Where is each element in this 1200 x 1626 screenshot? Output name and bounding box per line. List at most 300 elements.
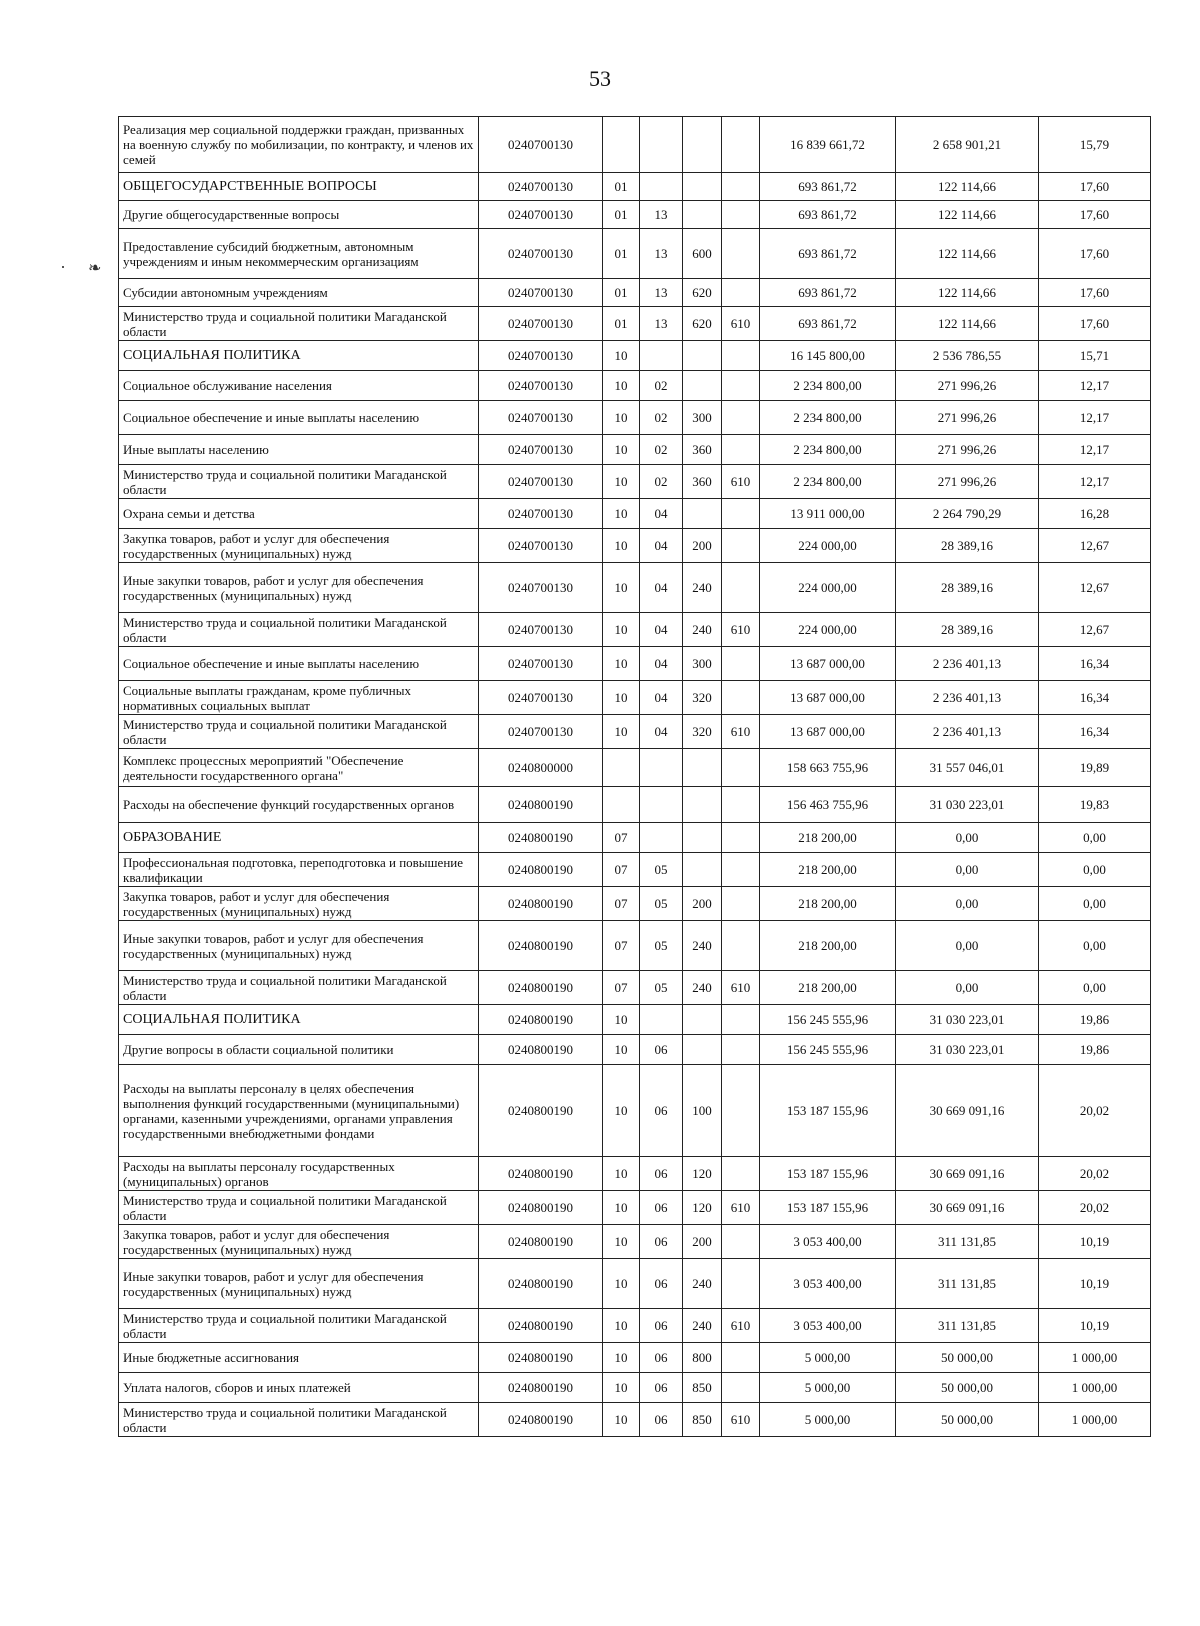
- row-percent-cell: 16,28: [1039, 499, 1151, 529]
- row-code-cell: 0240700130: [479, 563, 603, 613]
- row-fact-cell: 122 114,66: [896, 201, 1039, 229]
- row-name-cell: Иные закупки товаров, работ и услуг для обеспечения государственных (муниципальных) нужд: [119, 1259, 479, 1309]
- row-percent-cell: 17,60: [1039, 201, 1151, 229]
- row-grbs-cell: [722, 229, 760, 279]
- row-code-cell: 0240800190: [479, 1225, 603, 1259]
- row-expense-type-cell: 850: [683, 1403, 722, 1437]
- row-grbs-cell: [722, 853, 760, 887]
- row-percent-cell: 1 000,00: [1039, 1403, 1151, 1437]
- row-percent-cell: 12,17: [1039, 401, 1151, 435]
- row-grbs-cell: [722, 749, 760, 787]
- row-subsection-cell: 02: [640, 435, 683, 465]
- row-section-cell: 01: [603, 201, 640, 229]
- table-row: [119, 435, 1151, 465]
- table-row: [119, 749, 1151, 787]
- row-grbs-cell: [722, 1065, 760, 1157]
- row-plan-cell: 2 234 800,00: [760, 465, 896, 499]
- row-grbs-cell: [722, 921, 760, 971]
- row-name-cell: Закупка товаров, работ и услуг для обеспечения государственных (муниципальных) нужд: [119, 529, 479, 563]
- row-code-cell: 0240700130: [479, 279, 603, 307]
- row-subsection-cell: 05: [640, 887, 683, 921]
- table-row: [119, 173, 1151, 201]
- budget-table: [118, 116, 1151, 1437]
- row-grbs-cell: 610: [722, 971, 760, 1005]
- row-percent-cell: 19,83: [1039, 787, 1151, 823]
- row-grbs-cell: 610: [722, 1191, 760, 1225]
- row-section-cell: 07: [603, 887, 640, 921]
- table-row: [119, 279, 1151, 307]
- row-expense-type-cell: [683, 1005, 722, 1035]
- row-section-cell: [603, 749, 640, 787]
- row-grbs-cell: 610: [722, 715, 760, 749]
- row-fact-cell: 0,00: [896, 971, 1039, 1005]
- row-name-cell: Министерство труда и социальной политики Магаданской области: [119, 715, 479, 749]
- row-name-cell: Другие вопросы в области социальной политики: [119, 1035, 479, 1065]
- row-percent-cell: 16,34: [1039, 647, 1151, 681]
- row-section-cell: 10: [603, 341, 640, 371]
- row-plan-cell: 218 200,00: [760, 971, 896, 1005]
- row-plan-cell: 2 234 800,00: [760, 401, 896, 435]
- row-expense-type-cell: 620: [683, 279, 722, 307]
- row-section-cell: 10: [603, 1065, 640, 1157]
- table-row: [119, 1343, 1151, 1373]
- row-expense-type-cell: [683, 117, 722, 173]
- row-code-cell: 0240800190: [479, 1005, 603, 1035]
- row-code-cell: 0240700130: [479, 307, 603, 341]
- row-percent-cell: 0,00: [1039, 971, 1151, 1005]
- row-fact-cell: 28 389,16: [896, 613, 1039, 647]
- row-subsection-cell: 06: [640, 1259, 683, 1309]
- table-row: [119, 529, 1151, 563]
- row-expense-type-cell: [683, 749, 722, 787]
- row-plan-cell: 13 911 000,00: [760, 499, 896, 529]
- row-section-cell: 07: [603, 823, 640, 853]
- row-fact-cell: 311 131,85: [896, 1225, 1039, 1259]
- row-subsection-cell: 04: [640, 499, 683, 529]
- row-section-cell: 10: [603, 681, 640, 715]
- row-grbs-cell: [722, 341, 760, 371]
- row-plan-cell: 5 000,00: [760, 1373, 896, 1403]
- row-subsection-cell: 13: [640, 229, 683, 279]
- row-section-cell: 10: [603, 465, 640, 499]
- row-plan-cell: 156 463 755,96: [760, 787, 896, 823]
- row-name-cell: Расходы на обеспечение функций государственных органов: [119, 787, 479, 823]
- row-section-cell: 10: [603, 1005, 640, 1035]
- row-code-cell: 0240800190: [479, 1065, 603, 1157]
- row-name-cell: Другие общегосударственные вопросы: [119, 201, 479, 229]
- table-row: [119, 499, 1151, 529]
- row-fact-cell: 30 669 091,16: [896, 1157, 1039, 1191]
- row-plan-cell: 153 187 155,96: [760, 1065, 896, 1157]
- row-plan-cell: 224 000,00: [760, 613, 896, 647]
- row-code-cell: 0240800190: [479, 1157, 603, 1191]
- row-name-cell: Иные бюджетные ассигнования: [119, 1343, 479, 1373]
- row-plan-cell: 224 000,00: [760, 563, 896, 613]
- row-fact-cell: 0,00: [896, 853, 1039, 887]
- row-name-cell: Реализация мер социальной поддержки граждан, призванных на военную службу по мобилизации, по контракту, и членов их семей: [119, 117, 479, 173]
- row-percent-cell: 17,60: [1039, 307, 1151, 341]
- row-code-cell: 0240700130: [479, 435, 603, 465]
- row-section-cell: 07: [603, 971, 640, 1005]
- row-grbs-cell: [722, 563, 760, 613]
- row-code-cell: 0240800190: [479, 1343, 603, 1373]
- row-percent-cell: 12,67: [1039, 529, 1151, 563]
- row-expense-type-cell: 320: [683, 681, 722, 715]
- row-percent-cell: 0,00: [1039, 921, 1151, 971]
- row-fact-cell: 0,00: [896, 921, 1039, 971]
- page-number: 53: [589, 66, 611, 91]
- table-row: [119, 1005, 1151, 1035]
- row-plan-cell: 218 200,00: [760, 921, 896, 971]
- row-section-cell: 10: [603, 1259, 640, 1309]
- row-plan-cell: 13 687 000,00: [760, 715, 896, 749]
- row-grbs-cell: [722, 279, 760, 307]
- row-fact-cell: 28 389,16: [896, 563, 1039, 613]
- table-row: [119, 921, 1151, 971]
- row-name-cell: Социальное обеспечение и иные выплаты населению: [119, 647, 479, 681]
- row-code-cell: 0240700130: [479, 341, 603, 371]
- row-section-cell: 07: [603, 921, 640, 971]
- row-fact-cell: 30 669 091,16: [896, 1191, 1039, 1225]
- row-expense-type-cell: 320: [683, 715, 722, 749]
- row-section-cell: 10: [603, 1403, 640, 1437]
- row-code-cell: 0240700130: [479, 117, 603, 173]
- row-name-cell: Уплата налогов, сборов и иных платежей: [119, 1373, 479, 1403]
- row-subsection-cell: 04: [640, 681, 683, 715]
- row-name-cell: Расходы на выплаты персоналу государственных (муниципальных) органов: [119, 1157, 479, 1191]
- row-fact-cell: 271 996,26: [896, 371, 1039, 401]
- table-row: [119, 1191, 1151, 1225]
- row-expense-type-cell: 850: [683, 1373, 722, 1403]
- table-row: [119, 613, 1151, 647]
- table-row: [119, 371, 1151, 401]
- row-subsection-cell: [640, 173, 683, 201]
- row-expense-type-cell: [683, 173, 722, 201]
- row-grbs-cell: 610: [722, 613, 760, 647]
- row-name-cell: Иные выплаты населению: [119, 435, 479, 465]
- row-name-cell: Закупка товаров, работ и услуг для обеспечения государственных (муниципальных) нужд: [119, 887, 479, 921]
- row-subsection-cell: 05: [640, 971, 683, 1005]
- row-fact-cell: 2 536 786,55: [896, 341, 1039, 371]
- row-percent-cell: 17,60: [1039, 229, 1151, 279]
- row-expense-type-cell: [683, 201, 722, 229]
- row-percent-cell: 17,60: [1039, 279, 1151, 307]
- row-expense-type-cell: [683, 341, 722, 371]
- row-percent-cell: 12,17: [1039, 371, 1151, 401]
- row-percent-cell: 0,00: [1039, 887, 1151, 921]
- row-plan-cell: 5 000,00: [760, 1403, 896, 1437]
- table-row: [119, 1035, 1151, 1065]
- row-plan-cell: 2 234 800,00: [760, 371, 896, 401]
- row-section-cell: 10: [603, 1309, 640, 1343]
- row-grbs-cell: [722, 1157, 760, 1191]
- row-grbs-cell: [722, 1373, 760, 1403]
- table-row: [119, 971, 1151, 1005]
- row-subsection-cell: 06: [640, 1157, 683, 1191]
- row-name-cell: Предоставление субсидий бюджетным, автономным учреждениям и иным некоммерческим организациям: [119, 229, 479, 279]
- row-expense-type-cell: 360: [683, 435, 722, 465]
- row-subsection-cell: [640, 749, 683, 787]
- row-subsection-cell: 06: [640, 1343, 683, 1373]
- row-expense-type-cell: 240: [683, 1309, 722, 1343]
- table-row: [119, 787, 1151, 823]
- row-code-cell: 0240700130: [479, 173, 603, 201]
- row-code-cell: 0240700130: [479, 681, 603, 715]
- row-subsection-cell: 04: [640, 715, 683, 749]
- row-fact-cell: 271 996,26: [896, 465, 1039, 499]
- row-percent-cell: 19,86: [1039, 1035, 1151, 1065]
- row-plan-cell: 3 053 400,00: [760, 1225, 896, 1259]
- row-percent-cell: 15,79: [1039, 117, 1151, 173]
- row-percent-cell: 1 000,00: [1039, 1343, 1151, 1373]
- row-fact-cell: 311 131,85: [896, 1309, 1039, 1343]
- row-expense-type-cell: 300: [683, 401, 722, 435]
- row-expense-type-cell: 360: [683, 465, 722, 499]
- row-percent-cell: 1 000,00: [1039, 1373, 1151, 1403]
- row-expense-type-cell: 200: [683, 887, 722, 921]
- row-grbs-cell: [722, 401, 760, 435]
- row-fact-cell: 122 114,66: [896, 307, 1039, 341]
- row-expense-type-cell: 200: [683, 1225, 722, 1259]
- row-fact-cell: 311 131,85: [896, 1259, 1039, 1309]
- row-fact-cell: 2 658 901,21: [896, 117, 1039, 173]
- row-grbs-cell: [722, 887, 760, 921]
- row-section-cell: 10: [603, 401, 640, 435]
- row-code-cell: 0240700130: [479, 529, 603, 563]
- row-percent-cell: 10,19: [1039, 1259, 1151, 1309]
- row-percent-cell: 17,60: [1039, 173, 1151, 201]
- row-name-cell: Министерство труда и социальной политики Магаданской области: [119, 1403, 479, 1437]
- row-expense-type-cell: 100: [683, 1065, 722, 1157]
- row-fact-cell: 0,00: [896, 823, 1039, 853]
- row-section-cell: 10: [603, 1373, 640, 1403]
- row-name-cell: Социальные выплаты гражданам, кроме публичных нормативных социальных выплат: [119, 681, 479, 715]
- row-name-cell: Социальное обслуживание населения: [119, 371, 479, 401]
- row-name-cell: Министерство труда и социальной политики Магаданской области: [119, 1309, 479, 1343]
- row-expense-type-cell: 240: [683, 921, 722, 971]
- row-subsection-cell: 04: [640, 529, 683, 563]
- table-row: [119, 1225, 1151, 1259]
- row-percent-cell: 19,89: [1039, 749, 1151, 787]
- row-subsection-cell: [640, 787, 683, 823]
- row-section-cell: 10: [603, 715, 640, 749]
- row-code-cell: 0240800190: [479, 1403, 603, 1437]
- row-subsection-cell: 04: [640, 613, 683, 647]
- row-section-cell: 01: [603, 307, 640, 341]
- row-grbs-cell: 610: [722, 307, 760, 341]
- row-section-cell: 10: [603, 647, 640, 681]
- row-grbs-cell: 610: [722, 1309, 760, 1343]
- row-grbs-cell: [722, 823, 760, 853]
- table-row: [119, 563, 1151, 613]
- row-grbs-cell: [722, 681, 760, 715]
- row-fact-cell: 122 114,66: [896, 279, 1039, 307]
- row-code-cell: 0240800190: [479, 1259, 603, 1309]
- row-name-cell: Расходы на выплаты персоналу в целях обеспечения выполнения функций государственными (муниципальными) органами, казенными учреждениями, органами управления государственными внебюджетными фондами: [119, 1065, 479, 1157]
- row-percent-cell: 12,67: [1039, 613, 1151, 647]
- row-plan-cell: 16 839 661,72: [760, 117, 896, 173]
- row-percent-cell: 0,00: [1039, 823, 1151, 853]
- row-plan-cell: 218 200,00: [760, 887, 896, 921]
- row-section-cell: [603, 117, 640, 173]
- row-code-cell: 0240800190: [479, 1309, 603, 1343]
- row-grbs-cell: [722, 1259, 760, 1309]
- row-name-cell: Социальное обеспечение и иные выплаты населению: [119, 401, 479, 435]
- table-row: [119, 201, 1151, 229]
- row-code-cell: 0240700130: [479, 715, 603, 749]
- row-name-cell: Иные закупки товаров, работ и услуг для обеспечения государственных (муниципальных) нужд: [119, 563, 479, 613]
- row-section-cell: 10: [603, 529, 640, 563]
- row-code-cell: 0240700130: [479, 465, 603, 499]
- row-grbs-cell: 610: [722, 465, 760, 499]
- row-subsection-cell: 13: [640, 307, 683, 341]
- row-subsection-cell: 13: [640, 279, 683, 307]
- row-name-cell: Министерство труда и социальной политики Магаданской области: [119, 465, 479, 499]
- row-fact-cell: 122 114,66: [896, 173, 1039, 201]
- row-fact-cell: 30 669 091,16: [896, 1065, 1039, 1157]
- row-grbs-cell: [722, 647, 760, 681]
- row-subsection-cell: 06: [640, 1309, 683, 1343]
- table-row: [119, 401, 1151, 435]
- scan-speck: [62, 266, 64, 268]
- row-name-cell: СОЦИАЛЬНАЯ ПОЛИТИКА: [119, 341, 479, 371]
- row-grbs-cell: [722, 787, 760, 823]
- table-row: [119, 307, 1151, 341]
- row-section-cell: 10: [603, 1035, 640, 1065]
- row-plan-cell: 3 053 400,00: [760, 1309, 896, 1343]
- row-code-cell: 0240700130: [479, 647, 603, 681]
- row-fact-cell: 31 030 223,01: [896, 1035, 1039, 1065]
- row-grbs-cell: [722, 173, 760, 201]
- row-expense-type-cell: 240: [683, 613, 722, 647]
- row-plan-cell: 224 000,00: [760, 529, 896, 563]
- row-subsection-cell: [640, 117, 683, 173]
- row-expense-type-cell: [683, 1035, 722, 1065]
- row-fact-cell: 0,00: [896, 887, 1039, 921]
- row-plan-cell: 2 234 800,00: [760, 435, 896, 465]
- table-row: [119, 681, 1151, 715]
- table-row: [119, 823, 1151, 853]
- row-name-cell: Министерство труда и социальной политики Магаданской области: [119, 1191, 479, 1225]
- row-grbs-cell: 610: [722, 1403, 760, 1437]
- table-row: [119, 465, 1151, 499]
- row-section-cell: 10: [603, 1191, 640, 1225]
- row-code-cell: 0240800190: [479, 853, 603, 887]
- table-row: [119, 341, 1151, 371]
- row-section-cell: 10: [603, 499, 640, 529]
- row-expense-type-cell: [683, 823, 722, 853]
- row-code-cell: 0240800190: [479, 971, 603, 1005]
- row-expense-type-cell: 800: [683, 1343, 722, 1373]
- table-row: [119, 229, 1151, 279]
- row-section-cell: 10: [603, 1157, 640, 1191]
- row-percent-cell: 10,19: [1039, 1225, 1151, 1259]
- row-name-cell: Иные закупки товаров, работ и услуг для обеспечения государственных (муниципальных) нужд: [119, 921, 479, 971]
- row-grbs-cell: [722, 1005, 760, 1035]
- row-code-cell: 0240700130: [479, 401, 603, 435]
- row-subsection-cell: 05: [640, 921, 683, 971]
- row-subsection-cell: [640, 341, 683, 371]
- row-fact-cell: 2 236 401,13: [896, 647, 1039, 681]
- row-grbs-cell: [722, 1343, 760, 1373]
- row-subsection-cell: [640, 1005, 683, 1035]
- row-subsection-cell: 02: [640, 401, 683, 435]
- row-fact-cell: 2 236 401,13: [896, 715, 1039, 749]
- row-subsection-cell: 06: [640, 1225, 683, 1259]
- row-plan-cell: 13 687 000,00: [760, 681, 896, 715]
- row-section-cell: 10: [603, 1225, 640, 1259]
- row-plan-cell: 16 145 800,00: [760, 341, 896, 371]
- row-fact-cell: 122 114,66: [896, 229, 1039, 279]
- row-name-cell: Охрана семьи и детства: [119, 499, 479, 529]
- table-row: [119, 117, 1151, 173]
- row-name-cell: ОБРАЗОВАНИЕ: [119, 823, 479, 853]
- row-subsection-cell: 04: [640, 647, 683, 681]
- row-name-cell: Комплекс процессных мероприятий "Обеспечение деятельности государственного органа": [119, 749, 479, 787]
- table-row: [119, 853, 1151, 887]
- row-subsection-cell: 02: [640, 371, 683, 401]
- row-percent-cell: 16,34: [1039, 715, 1151, 749]
- table-row: [119, 1259, 1151, 1309]
- row-grbs-cell: [722, 499, 760, 529]
- row-section-cell: [603, 787, 640, 823]
- row-code-cell: 0240800190: [479, 787, 603, 823]
- row-plan-cell: 693 861,72: [760, 173, 896, 201]
- row-subsection-cell: 06: [640, 1035, 683, 1065]
- row-fact-cell: 271 996,26: [896, 401, 1039, 435]
- row-name-cell: Министерство труда и социальной политики Магаданской области: [119, 613, 479, 647]
- table-row: [119, 647, 1151, 681]
- row-section-cell: 01: [603, 279, 640, 307]
- row-subsection-cell: 06: [640, 1403, 683, 1437]
- row-section-cell: 10: [603, 435, 640, 465]
- row-percent-cell: 20,02: [1039, 1065, 1151, 1157]
- row-expense-type-cell: 300: [683, 647, 722, 681]
- row-grbs-cell: [722, 1225, 760, 1259]
- table-row: [119, 1157, 1151, 1191]
- row-grbs-cell: [722, 201, 760, 229]
- row-plan-cell: 153 187 155,96: [760, 1191, 896, 1225]
- row-section-cell: 10: [603, 371, 640, 401]
- table-row: [119, 887, 1151, 921]
- table-row: [119, 715, 1151, 749]
- row-expense-type-cell: 620: [683, 307, 722, 341]
- row-percent-cell: 20,02: [1039, 1157, 1151, 1191]
- row-fact-cell: 28 389,16: [896, 529, 1039, 563]
- row-plan-cell: 693 861,72: [760, 307, 896, 341]
- row-fact-cell: 31 557 046,01: [896, 749, 1039, 787]
- row-name-cell: Профессиональная подготовка, переподготовка и повышение квалификации: [119, 853, 479, 887]
- row-subsection-cell: 06: [640, 1065, 683, 1157]
- row-code-cell: 0240800190: [479, 887, 603, 921]
- row-expense-type-cell: 120: [683, 1157, 722, 1191]
- row-fact-cell: 50 000,00: [896, 1373, 1039, 1403]
- row-code-cell: 0240800190: [479, 1191, 603, 1225]
- row-plan-cell: 218 200,00: [760, 853, 896, 887]
- row-expense-type-cell: [683, 371, 722, 401]
- row-fact-cell: 2 264 790,29: [896, 499, 1039, 529]
- row-plan-cell: 156 245 555,96: [760, 1005, 896, 1035]
- scan-artifact-mark: ❧: [88, 260, 102, 277]
- row-subsection-cell: 13: [640, 201, 683, 229]
- row-fact-cell: 31 030 223,01: [896, 787, 1039, 823]
- row-code-cell: 0240800190: [479, 1373, 603, 1403]
- row-name-cell: Субсидии автономным учреждениям: [119, 279, 479, 307]
- row-subsection-cell: 02: [640, 465, 683, 499]
- row-plan-cell: 693 861,72: [760, 279, 896, 307]
- row-expense-type-cell: 240: [683, 1259, 722, 1309]
- row-code-cell: 0240700130: [479, 201, 603, 229]
